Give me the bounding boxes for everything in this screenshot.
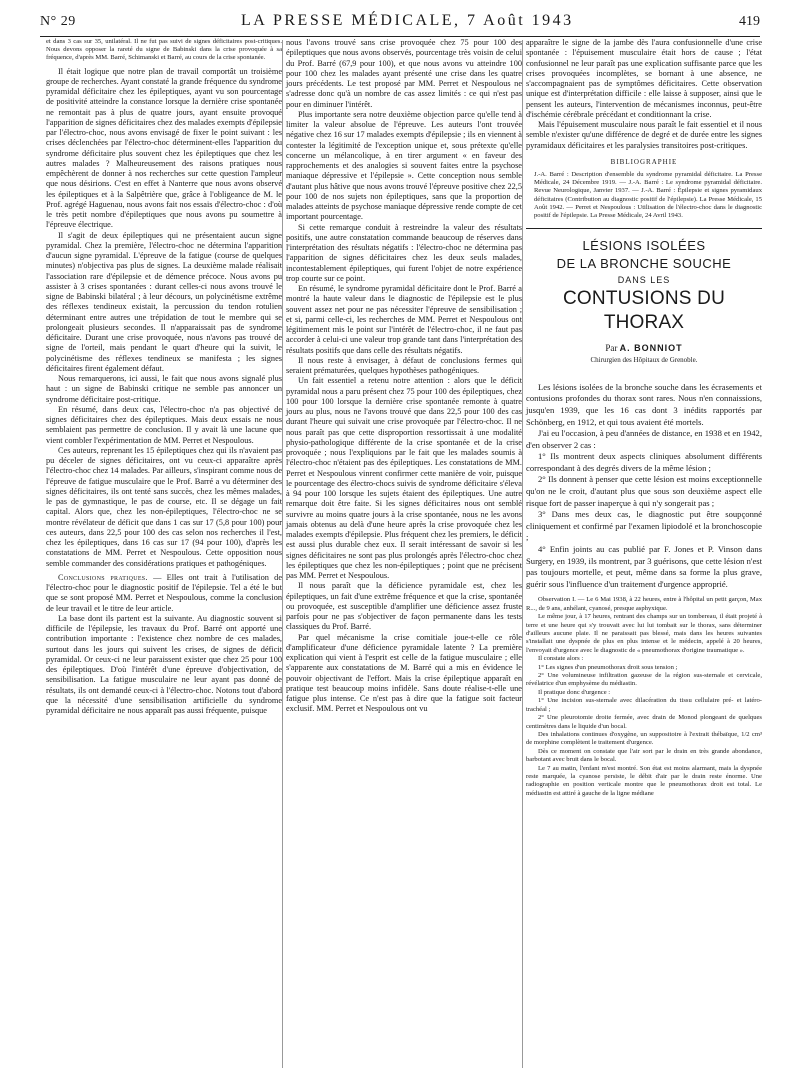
paragraph: Le même jour, à 17 heures, rentrant des champs sur un tombereau, il était projeté à terre et une heure qui s'y trouvait avec lui lui tombait sur le thorax, sans déterminer d'ailleurs aucune plaie. Il ne paraissait pas blessé, mais dans les heures suivantes s'installait une dyspnée de plus en plus intense et le médecin, appelé à 20 heures, l'envoyait d'urgence avec le diagnostic de « pneumothorax d'origine traumatique ». (526, 613, 762, 654)
paragraph: Un fait essentiel a retenu notre attention : alors que le déficit pyramidal nous a paru présent chez 75 pour 100 des épileptiques, chez 100 pour 100 lorsque la dernière crise spontanée remonte à quatre jours au plus, nous ne l'avons trouvé que dans 22,5 pour 100 des cas durant l'heure qui suivait une crise provoquée par l'électro-choc. Il ne nous paraît pas que cette disproportion ressortissait à une modalité physio-pathologique différente de la crise spontanée et de la crise provoquée ; nous l'expliquions par le fait que les malades soumis à l'électro-choc n'étaient pas des épileptiques. Les constatations de MM. Perret et Nespoulous vinrent confirmer cette manière de voir, puisque le pourcentage des électro-chocs suivis de syndrome déficitaire s'éleva à 94 pour 100 lorsque les sujets étaient des épileptiques. Une autre remarque doit être faite. Si les signes déficitaires nous ont semblé survivre au moins quatre jours à la crise spontanée, nous ne les avons jamais obtenus au delà d'une heure après la crise provoquée chez les malades exempts d'épilepsie. Plus fréquent chez les premiers, le déficit est aussi plus durable chez eux. Il serait intéressant de savoir si les signes déficitaires ne sont pas plus prolongés après l'électro-choc chez les épileptiques que chez les non-épileptiques ; point que ne précisent pas MM. Perret et Nespoulous. (286, 376, 522, 580)
paragraph: Nous remarquerons, ici aussi, le fait que nous avons signalé plus haut : un signe de Babinski critique ne semble pas annoncer un syndrome déficitaire post-critique. (46, 374, 282, 404)
paragraph: Il pratique donc d'urgence : (538, 688, 611, 696)
paragraph: Plus importante sera notre deuxième objection parce qu'elle tend à limiter la valeur absolue de l'épreuve. Les auteurs l'ont trouvée négative chez 16 sur 17 malades exempts d'épilepsie ; ils en viennent à contester la légitimité de l'exception unique et, sous prétexte qu'elle concerne un mélancolique, à en tirer argument « en faveur des rapprochements et des analogies si souvent faites entre la psychose maniaque dépressive et l'épilepsie ». Cette conception nous semble d'autant plus hâtive que nous avons trouvé l'épreuve positive chez 22,5 pour 100 de nos sujets non épileptiques, sans que la proportion de malades atteints de psychose maniaque dépressive rende compte de cet important pourcentage. (286, 109, 522, 222)
paragraph: nous l'avons trouvé sans crise provoquée chez 75 pour 100 des épileptiques que nous avons observés, pourcentage très voisin de celui du Prof. Barré (67,9 pour 100), et que nous avons vu atteindre 100 pour 100 chez les malades ayant présenté une crise dans les quatre jours précédents. Le test proposé par MM. Perret et Nespoulous ne s'adresse donc qu'à un nombre de cas assez limités : ce qui n'est pas pour en diminuer l'intérêt. (286, 38, 522, 109)
article-body (526, 382, 762, 591)
header-rule (40, 36, 760, 37)
paragraph: Dès ce moment on constate que l'air sort par le drain en très grande abondance, barbotant avec bruit dans le bocal. (526, 747, 762, 764)
title-line: CONTUSIONS DU THORAX (563, 288, 725, 334)
paragraph: Les lésions isolées de la bronche souche dans les écrasements et contusions profondes du thorax sont rares. Nous n'en connaissions, jusqu'en 1939, que les 16 cas dont 3 inédits rapportés par Schönberg, en 1912, et qui tous avaient été mortels. (526, 381, 762, 427)
column-divider (282, 40, 283, 1068)
title-line: DE LA BRONCHE SOUCHE (556, 256, 732, 272)
observation (526, 596, 762, 798)
paragraph: 2° Une pleurotomie droite fermée, avec drain de Monod plongeant de quelques centimètres dans le liquide d'un bocal. (526, 714, 762, 730)
column-1 (46, 38, 282, 716)
issue-number: N° 29 (40, 14, 76, 29)
paragraph: La base dont ils partent est la suivante. Au diagnostic souvent si difficile de l'épilepsie, les travaux du Prof. Barré ont apporté une contribution importante : l'existence chez nombre de ces malades, surtout dans les jours qui suivent les crises, de signes de déficit pyramidal. Or ceux-ci ne leur paraissent exister que chez 25 pour 100 des épileptiques. D'où l'intérêt d'une épreuve d'objectivation, de sensibilisation. La fatigue musculaire ne leur ayant pas donné de résultats, ils ont demandé ceux-ci à l'électro-choc. Notons tout d'abord que la nécessité d'une sensibilisation artificielle du syndrome pyramidal déficitaire ne nous apparaît pas aussi fréquente, puisque (46, 613, 282, 716)
paragraph: Observation I. — Le 6 Mai 1938, à 22 heures, entre à l'hôpital un petit garçon, Max R..., de 9 ans, anhélant, cyanosé, presque asphyxique. (526, 596, 762, 612)
paragraph: Si cette remarque conduit à restreindre la valeur des résultats positifs, une autre constatation commande beaucoup de réserves dans l'interprétation des résultats négatifs : l'électro-choc ne détermina pas l'apparition de signes déficitaires chez les deux seuls malades, incontestablement épileptiques, qui furent l'objet de notre expérience trop courte sur ce point. (286, 222, 522, 283)
section-heading: Conclusions pratiques. (58, 572, 148, 582)
page-number: 419 (738, 14, 760, 29)
paragraph: Des inhalations continues d'oxygène, un suppositoire à l'extrait thébaïque, 1/2 cm³ de morphine complètent le traitement d'urgence. (526, 730, 762, 747)
paragraph: Le 7 au matin, l'enfant m'est montré. Son état est moins alarmant, mais la dyspnée reste marquée, la cyanose persiste, le débit d'air par le drain reste énorme. Une radiographie en position verticale montre que le pneumothorax droit est total. Le médiastin est attiré à gauche de la ligne médiane (526, 764, 762, 797)
paragraph: Par quel mécanisme la crise comitiale joue-t-elle ce rôle d'amplificateur d'une déficience pyramidale latente ? La première explication qui vient à l'esprit est celle de la fatigue musculaire ; elle s'apparente aux constatations de M. Barré qui a mis en évidence le pouvoir objectivant de l'effort. Mais la crise épileptique apparaît en pratique test beaucoup moins infidèle. Sans doute réalise-t-elle une fatigue plus intense. Ce n'est pas à dire que la fatigue soit facteur exclusif. MM. Perret et Nespoulous ont vu (286, 632, 522, 714)
title-line: LÉSIONS ISOLÉES (582, 238, 706, 254)
paragraph-text: — Elles ont trait à l'utilisation de l'électro-choc pour le diagnostic positif de l'épilepsie. Tel a été le but que se sont proposé MM. Perret et Nespoulous, comme la conclusion de leur travail et le titre de leur article. (46, 572, 282, 613)
bibliography-heading: BIBLIOGRAPHIE (610, 157, 678, 166)
article-author (526, 343, 762, 353)
paragraph: En résumé, dans deux cas, l'électro-choc n'a pas objectivé de signes déficitaires chez des épileptiques. Mais deux essais ne nous semblaient pas permettre de conclusion. Il y avait là une lacune que vient combler l'expérimentation de MM. Perret et Nespoulous. (46, 404, 282, 445)
paragraph: Il constate alors : (538, 655, 584, 663)
paragraph: 1° Les signes d'un pneumothorax droit sous tension ; (538, 663, 678, 671)
paragraph: et dans 3 cas sur 35, unilatéral. Il ne fut pas suivi de signes déficitaires post-critiques. Nous devons opposer la rareté du signe de Babinski dans la crise provoquée à sa fréquence, d'après MM. Barré, Schimanski et Barré, au cours de la crise spontanée. (46, 38, 282, 62)
author-prefix: Par (605, 343, 618, 354)
paragraph: 2° Une volumineuse infiltration gazeuse de la région sus-sternale et cervicale, révélatrice d'un emphysème du médiastin. (526, 672, 762, 688)
page-header (40, 12, 760, 34)
article-separator (526, 228, 762, 229)
paragraph (46, 573, 282, 614)
bibliography (526, 171, 762, 220)
paragraph: 4° Enfin joints au cas publié par F. Jones et P. Vinson dans Surgery, en 1939, ils montrent, par 3 guérisons, que cette lésion n'est pas toujours mortelle, et peut, même dans sa forme la plus grave, guérir sous l'influence d'un traitement d'urgence approprié. (526, 544, 762, 589)
paragraph: apparaître le signe de la jambe dès l'aura confusionnelle d'une crise spontanée : l'épuisement musculaire était hors de cause ; l'état confusionnel ne leur paraît pas une explication suffisante parce que les crises provoquées incomplètes, se bornant à une absence, ne s'accompagnaient pas de symptômes déficitaires. Cette observation unique est d'interprétation difficile : elle laisse à supposer, ainsi que le pensent les auteurs, l'intervention de mécanismes inconnus, peut-être d'ischémie cérébrale précédant et conditionnant la crise. (526, 38, 762, 119)
paragraph: 1° Une incision sus-sternale avec dilacération du tissu cellulaire pré- et latéro-trachéal ; (526, 697, 762, 713)
paragraph: Il nous reste à envisager, à défaut de conclusions fermes qui seraient prématurées, quelques hypothèses pathogéniques. (286, 355, 522, 375)
journal-title: LA PRESSE MÉDICALE, 7 Août 1943 (241, 12, 574, 29)
paragraph: 3° Dans mes deux cas, le diagnostic put être soupçonné cliniquement et confirmé par l'examen lipiodolé et la bronchoscopie ; (526, 509, 762, 543)
paragraph: Il était logique que notre plan de travail comportât un troisième groupe de recherches. Ayant constaté la grande fréquence du syndrome pyramidal déficitaire chez les épileptiques, ayant vu son pourcentage de positivité atteindre la constance lorsque la dernière crise spontanée ne remontait pas à plus de quatre jours, ayant ensuite provoqué l'apparition de signes déficitaires chez des malades exempts d'épilepsie par l'électro-choc, nous avons envisagé de fixer le point suivant : les crises déclenchées par l'électro-choc déterminent-elles l'apparition du syndrome déficitaire plus souvent chez les épileptiques que chez les autres malades ? Malheureusement des raisons pratiques nous empêchèrent de donner à nos recherches sur cette question l'ampleur que nous désirions. C'est en effet à Nanterre que nous avons observé les épileptiques et à la Salpêtrière que, grâce à l'obligeance de M. le Prof. agrégé Haguenau, nous avons fait nos essais d'électro-choc : d'où le très petit nombre d'épileptiques que nous avons pu soumettre à l'épreuve électrique. (46, 66, 282, 230)
author-name: A. BONNIOT (619, 343, 683, 354)
paragraph: 1° Ils montrent deux aspects cliniques absolument différents correspondant à des degrés divers de la même lésion ; (526, 451, 762, 473)
bibliography-entry: J.-A. Barré : Description d'ensemble du syndrome pyramidal déficitaire. La Presse Médicale, 24 Décembre 1919. — J.-A. Barré : Le syndrome pyramidal déficitaire. Revue Neurologique, Janvier 1937. — J.-A. Barré : Épilepsie et signes pyramidaux déficitaires (Contribution au diagnostic positif de l'épilepsie). La Presse Médicale, 15 Août 1942. — Perret et Nespoulous : Utilisation de l'électro-choc dans le diagnostic positif de l'épilepsie. La Presse Médicale, 24 Avril 1943. (534, 171, 762, 220)
paragraph: Il nous paraît que la déficience pyramidale est, chez les épileptiques, un fait d'une extrême fréquence et que la crise, spontanée ou provoquée, est susceptible d'amplifier une déficience assez fruste parfois pour ne pas s'objectiver de façon permanente dans les tests classiques du Prof. Barré. (286, 581, 522, 632)
paragraph: En résumé, le syndrome pyramidal déficitaire dont le Prof. Barré a montré la haute valeur dans le diagnostic de l'épilepsie est le plus souvent assez net pour ne pas nécessiter l'épreuve de sensibilisation ; et si, parmi celle-ci, les recherches de MM. Perret et Nespoulous ont légitimement mis le point sur l'intérêt de l'électro-choc, il ne faut pas accorder à celui-ci une valeur trop grande tant dans l'interprétation des résultats positifs que dans celle des résultats négatifs. (286, 284, 522, 355)
paragraph: 2° Ils donnent à penser que cette lésion est moins exceptionnelle qu'on ne le croit, d'autant plus que sous son deuxième aspect elle risque fort de passer inaperçue à qui n'y songerait pas ; (526, 474, 762, 508)
article-title (526, 237, 762, 335)
author-affiliation: Chirurgien des Hôpitaux de Grenoble. (590, 356, 698, 365)
column-2 (286, 38, 522, 715)
title-line: DANS LES (617, 275, 671, 286)
paragraph: J'ai eu l'occasion, à peu d'années de distance, en 1938 et en 1942, d'en observer 2 cas : (526, 428, 762, 450)
column-divider (522, 40, 523, 1068)
column-3 (526, 38, 762, 798)
paragraph: Ces auteurs, reprenant les 15 épileptiques chez qui ils n'avaient pas pu déceler de signes déficitaires, ont vu ceux-ci apparaître après l'électro-choc chez 14 malades. Par ailleurs, s'inspirant comme nous de l'épreuve de fatigue musculaire que le Prof. Barré a vu déterminer des signes déficitaires, ils ont tenté sans succès, chez les mêmes malades, le pas de gymnastique, le pas de course, etc. Il se dégage un fait capital. Alors que, chez les non-épileptiques, l'électro-choc ne se montre révélateur de déficit que dans 1 cas sur 17 (5,8 pour 100) pour ces auteurs, dans 22,5 pour 100 des cas selon nos recherches il l'est, chez les épileptiques, dans 16 cas sur 17 (94 pour 100), d'après les constatations de MM. Perret et Nespoulous. Cette opposition nous semble commander des considérations pratiques et pathogéniques. (46, 445, 282, 568)
paragraph: Il s'agit de deux épileptiques qui ne présentaient aucun signe pyramidal. Chez la première, l'électro-choc ne détermina l'apparition d'aucun signe pyramidal. L'épreuve de la fatigue (course de quelques minutes) n'objectiva pas plus de signes. La deuxième malade réalisait l'association rare d'épilepsie et de démence précoce. Nous avons pu assister à 3 crises spontanées : durant celles-ci nous avons trouvé le signe de Babinski bilatéral ; à leur décours, un polycinétisme extrême des réflexes tendineux existait, la percussion du tendon rotulien déterminant entre autres une trépidation de tout le membre qui se prolongeait plusieurs secondes. Il n'apparaissait pas de syndrome déficitaire. Durant une crise provoquée, nous n'avons pas trouvé de signe de l'orteil, mais pendant le quart d'heure qui la suivit, le polycinétisme des réflexes tendineux se manifesta ; les signes déficitaires firent également défaut. (46, 230, 282, 373)
paragraph: Mais l'épuisement musculaire nous paraît le fait essentiel et il nous semble n'exister qu'une différence de degré et de durée entre les signes pyramidaux déficitaires et les paralysies transitoires post-critiques. (526, 120, 762, 150)
